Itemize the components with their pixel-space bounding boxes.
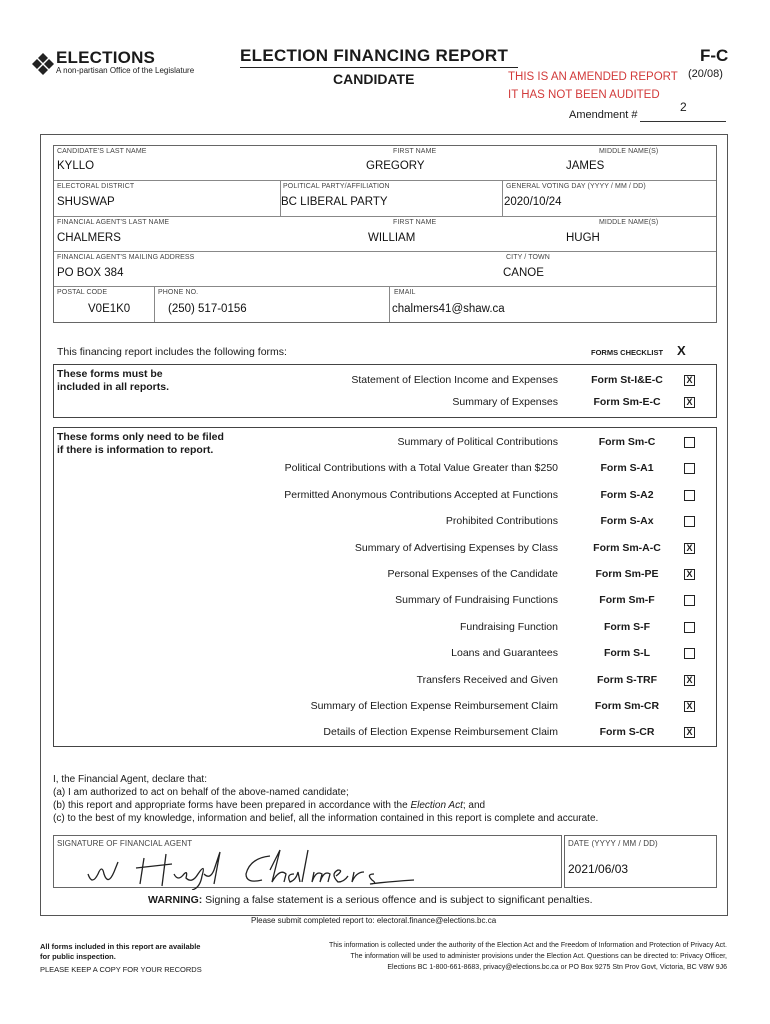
declaration bbox=[53, 773, 598, 825]
election-act-ref: Election Act bbox=[410, 800, 463, 811]
warning-message: Signing a false statement is a serious offence and is subject to significant penalties. bbox=[202, 894, 593, 906]
divider bbox=[389, 286, 390, 322]
form-code-label: Form Sm-PE bbox=[595, 568, 659, 580]
form-code-label: Form Sm-C bbox=[598, 436, 656, 448]
district-label: ELECTORAL DISTRICT bbox=[57, 183, 135, 190]
divider bbox=[502, 180, 503, 216]
privacy-note-line3: Elections BC 1-800-661-8683, privacy@elections.bc.ca or PO Box 9275 Stn Prov Govt, Victoria, BC V8W 9J6 bbox=[387, 964, 727, 971]
form-description: Prohibited Contributions bbox=[445, 515, 558, 528]
form-row bbox=[54, 515, 716, 535]
handwritten-signature bbox=[74, 844, 444, 890]
form-code-label: Form S-L bbox=[603, 647, 651, 660]
forms-intro: This financing report includes the following forms: bbox=[57, 346, 287, 358]
divider bbox=[54, 180, 716, 181]
agent-first-name-label: FIRST NAME bbox=[393, 219, 437, 226]
form-checkbox[interactable]: X bbox=[684, 543, 695, 554]
form-code-label: Form S-A1 bbox=[600, 462, 654, 475]
agent-address-label: FINANCIAL AGENT'S MAILING ADDRESS bbox=[57, 254, 195, 261]
candidate-middle-name: JAMES bbox=[566, 160, 605, 172]
declaration-line3-post: ; and bbox=[462, 800, 486, 811]
form-checkbox[interactable] bbox=[684, 516, 695, 527]
declaration-line3-pre: (b) this report and appropriate forms have been prepared in accordance with the bbox=[53, 800, 411, 811]
postal-code-label: POSTAL CODE bbox=[57, 289, 108, 296]
form-row bbox=[54, 647, 716, 667]
amended-stamp-line1: THIS IS AN AMENDED REPORT bbox=[508, 71, 678, 83]
email-label: EMAIL bbox=[394, 289, 416, 296]
form-checkbox[interactable]: X bbox=[684, 569, 695, 580]
form-code-label: Form St-I&E-C bbox=[591, 374, 663, 386]
candidate-last-name: KYLLO bbox=[57, 160, 95, 172]
form-description: Summary of Advertising Expenses by Class bbox=[354, 541, 558, 554]
phone-value: (250) 517-0156 bbox=[168, 303, 247, 315]
form-code-label: Form Sm-E-C bbox=[593, 396, 661, 408]
form-description: Summary of Election Expense Reimbursement Claim bbox=[310, 700, 558, 712]
form-row bbox=[54, 726, 716, 746]
form-code-label: Form S-A2 bbox=[600, 488, 654, 501]
form-code-label: Form S-TRF bbox=[596, 673, 658, 686]
agent-city-label: CITY / TOWN bbox=[506, 254, 550, 261]
declaration-line4: (c) to the best of my knowledge, information and belief, all the information contained in this report is complete and accurate. bbox=[53, 813, 599, 824]
required-forms-section bbox=[53, 364, 717, 418]
amendment-label: Amendment # bbox=[569, 109, 638, 121]
candidate-last-name-label: CANDIDATE'S LAST NAME bbox=[57, 148, 147, 155]
signature-label: SIGNATURE OF FINANCIAL AGENT bbox=[57, 839, 193, 848]
party-label: POLITICAL PARTY/AFFILIATION bbox=[283, 183, 390, 190]
form-version: (20/08) bbox=[688, 68, 723, 80]
form-description: Statement of Election Income and Expenses bbox=[351, 374, 558, 386]
agent-last-name-label: FINANCIAL AGENT'S LAST NAME bbox=[57, 219, 170, 226]
page-title: ELECTION FINANCING REPORT bbox=[240, 46, 509, 65]
agent-address: PO BOX 384 bbox=[57, 267, 124, 279]
form-checkbox[interactable] bbox=[684, 648, 695, 659]
form-row bbox=[54, 621, 716, 641]
form-description: Fundraising Function bbox=[459, 620, 558, 633]
declaration-line3 bbox=[53, 799, 598, 812]
form-row bbox=[54, 542, 716, 562]
agent-middle-name-label: MIDDLE NAME(S) bbox=[599, 219, 659, 226]
warning-text bbox=[148, 894, 593, 906]
elections-logo-icon bbox=[30, 52, 56, 76]
form-description: Summary of Expenses bbox=[452, 396, 558, 408]
form-checkbox[interactable] bbox=[684, 490, 695, 501]
form-code: F-C bbox=[700, 46, 729, 65]
privacy-note-line2: The information will be used to administer provisions under the Election Act. Questions can be directed to: Privacy Officer, bbox=[350, 953, 727, 960]
form-row bbox=[54, 396, 716, 416]
date-box bbox=[564, 835, 717, 888]
form-description: Details of Election Expense Reimbursement Claim bbox=[323, 726, 558, 739]
form-row bbox=[54, 674, 716, 694]
optional-heading-line1: These forms only need to be filed bbox=[57, 431, 224, 443]
form-checkbox[interactable]: X bbox=[684, 375, 695, 386]
amendment-underline bbox=[640, 121, 726, 122]
form-checkbox[interactable] bbox=[684, 595, 695, 606]
form-code-label: Form S-Ax bbox=[600, 515, 654, 528]
voting-day-value: 2020/10/24 bbox=[504, 196, 562, 208]
form-description: Personal Expenses of the Candidate bbox=[387, 568, 558, 580]
signature-box bbox=[53, 835, 562, 888]
district-value: SHUSWAP bbox=[57, 196, 115, 208]
form-row bbox=[54, 568, 716, 588]
form-code-label: Form Sm-A-C bbox=[593, 541, 661, 554]
agent-first-name: WILLIAM bbox=[368, 232, 416, 244]
public-inspection-line2: for public inspection. bbox=[40, 952, 116, 961]
candidate-agent-info bbox=[53, 145, 717, 323]
amended-stamp-line2: IT HAS NOT BEEN AUDITED bbox=[508, 89, 660, 101]
form-row bbox=[54, 700, 716, 720]
date-label: DATE (YYYY / MM / DD) bbox=[568, 839, 658, 848]
email-value: chalmers41@shaw.ca bbox=[392, 303, 505, 315]
org-subtitle: A non-partisan Office of the Legislature bbox=[56, 66, 195, 75]
date-value: 2021/06/03 bbox=[568, 862, 629, 876]
candidate-middle-name-label: MIDDLE NAME(S) bbox=[599, 148, 659, 155]
form-description: Loans and Guarantees bbox=[451, 647, 558, 660]
form-row bbox=[54, 436, 716, 456]
postal-code-value: V0E1K0 bbox=[88, 303, 131, 315]
form-row bbox=[54, 462, 716, 482]
optional-heading-line2: if there is information to report. bbox=[57, 444, 214, 456]
divider bbox=[154, 286, 155, 322]
declaration-line2: (a) I am authorized to act on behalf of the above-named candidate; bbox=[53, 787, 349, 798]
form-checkbox[interactable] bbox=[684, 437, 695, 448]
agent-last-name: CHALMERS bbox=[57, 232, 121, 244]
form-description: Transfers Received and Given bbox=[416, 673, 558, 686]
submit-instructions: Please submit completed report to: electoral.finance@elections.bc.ca bbox=[251, 916, 497, 925]
keep-copy-note: PLEASE KEEP A COPY FOR YOUR RECORDS bbox=[40, 965, 202, 974]
privacy-note-line1: This information is collected under the authority of the Election Act and the Freedom of Information and Protection of Privacy Act. bbox=[328, 942, 727, 949]
form-row bbox=[54, 594, 716, 614]
candidate-first-name-label: FIRST NAME bbox=[393, 148, 437, 155]
agent-city: CANOE bbox=[503, 267, 544, 279]
form-checkbox[interactable]: X bbox=[684, 701, 695, 712]
amendment-number: 2 bbox=[680, 100, 687, 114]
declaration-line1: I, the Financial Agent, declare that: bbox=[53, 774, 207, 785]
form-checkbox[interactable] bbox=[684, 463, 695, 474]
form-code-label: Form S-CR bbox=[599, 726, 655, 739]
voting-day-label: GENERAL VOTING DAY (YYYY / MM / DD) bbox=[506, 183, 646, 190]
candidate-first-name: GREGORY bbox=[366, 160, 425, 172]
required-heading-line1: These forms must be bbox=[57, 368, 163, 380]
page-subtitle: CANDIDATE bbox=[333, 71, 415, 87]
agent-middle-name: HUGH bbox=[566, 232, 600, 244]
form-description: Summary of Fundraising Functions bbox=[395, 594, 558, 607]
optional-forms-section bbox=[53, 427, 717, 747]
forms-checklist-label: FORMS CHECKLIST bbox=[591, 348, 664, 357]
form-checkbox[interactable] bbox=[684, 622, 695, 633]
form-checkbox[interactable]: X bbox=[684, 397, 695, 408]
public-inspection-line1: All forms included in this report are available bbox=[40, 942, 201, 951]
warning-label: WARNING: bbox=[148, 894, 203, 906]
form-description: Summary of Political Contributions bbox=[397, 436, 558, 448]
divider bbox=[54, 216, 716, 217]
form-description: Permitted Anonymous Contributions Accepted at Functions bbox=[284, 488, 558, 501]
form-checkbox[interactable]: X bbox=[684, 675, 695, 686]
form-description: Political Contributions with a Total Value Greater than $250 bbox=[284, 462, 558, 475]
form-checkbox[interactable]: X bbox=[684, 727, 695, 738]
form-code-label: Form Sm-F bbox=[599, 594, 655, 607]
title-underline bbox=[240, 67, 518, 68]
divider bbox=[54, 251, 716, 252]
form-code-label: Form Sm-CR bbox=[594, 700, 660, 712]
required-heading-line2: included in all reports. bbox=[57, 381, 170, 393]
party-value: BC LIBERAL PARTY bbox=[281, 196, 388, 208]
form-row bbox=[54, 489, 716, 509]
form-row bbox=[54, 374, 716, 394]
forms-checklist-mark: X bbox=[677, 343, 686, 358]
org-name: ELECTIONS bbox=[56, 48, 156, 67]
phone-label: PHONE NO. bbox=[158, 289, 199, 296]
form-code-label: Form S-F bbox=[603, 620, 651, 633]
